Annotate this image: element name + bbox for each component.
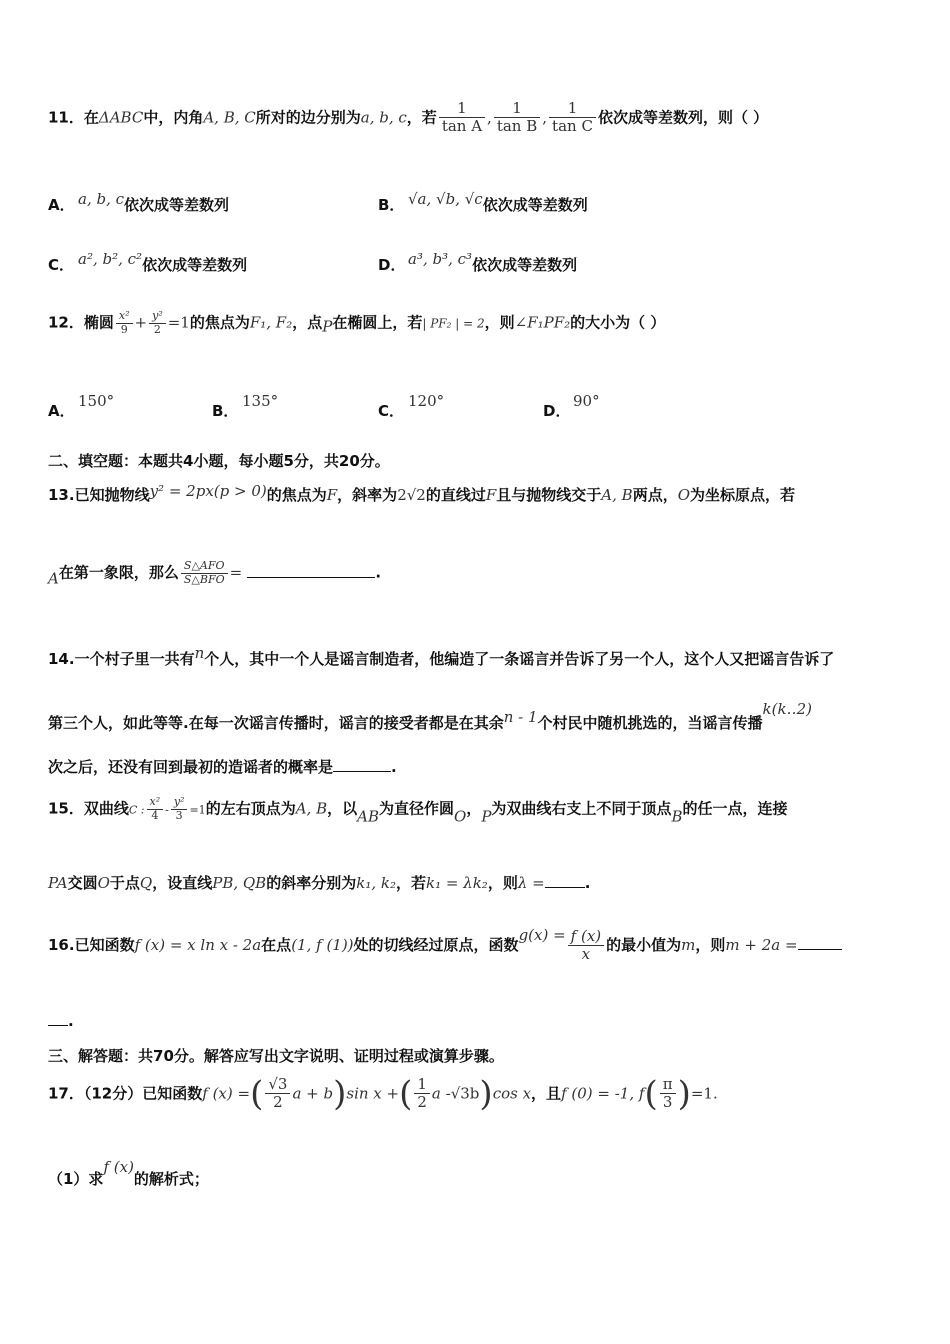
parabola-equation: y² = 2px(p > 0) xyxy=(149,482,267,500)
q14-text-2: 个人，其中一个人是谣言制造者，他编造了一条谣言并告诉了另一个人，这个人又把谣言告诉了 xyxy=(204,650,835,668)
q17-part1 xyxy=(48,1158,906,1189)
answer-blank[interactable] xyxy=(798,949,842,950)
frac-x2-4 xyxy=(147,796,164,822)
frac-numerator: f (x) xyxy=(568,928,604,946)
q16-text-2: 在点 xyxy=(261,936,292,954)
left-paren: ( xyxy=(250,1073,264,1114)
frac-denominator: tan B xyxy=(496,117,538,136)
q11-text-4: 依次成等差数列，则（ ） xyxy=(597,108,769,127)
q12-text-4: ，则 xyxy=(484,313,515,332)
q12-number: 12．椭圆 xyxy=(48,313,114,332)
function-f: f (x) = xyxy=(202,1084,251,1103)
right-paren: ) xyxy=(479,1073,493,1114)
line-pa: PA xyxy=(48,874,68,892)
section-3-heading: 三、解答题：共70分。解答应写出文字说明、证明过程或演算步骤。 xyxy=(48,1047,504,1065)
point-p: P xyxy=(322,317,333,336)
frac-pi-over-3 xyxy=(660,1076,676,1112)
option-value: 135° xyxy=(242,392,279,410)
circle-o: O xyxy=(97,874,110,892)
right-paren: ) xyxy=(333,1073,347,1114)
q13-text-7: 在第一象限，那么 xyxy=(58,563,179,582)
left-paren: ( xyxy=(644,1073,658,1114)
q16-text-3: 处的切线经过原点，函数 xyxy=(353,936,519,954)
q14-text-1: 14.一个村子里一共有 xyxy=(48,650,195,668)
frac-1-tanC xyxy=(549,100,596,136)
q14-text-5: 次之后，还没有回到最初的造谣者的概率是 xyxy=(48,758,334,776)
option-text: 依次成等差数列 xyxy=(472,256,578,274)
option-value: 120° xyxy=(408,392,445,410)
f0-condition: f (0) = -1, f xyxy=(561,1084,645,1103)
option-label: D． xyxy=(378,256,406,274)
frac-numerator: 1 xyxy=(439,100,485,118)
q15-text-5: 为双曲线右支上不同于顶点 xyxy=(491,799,672,818)
q15-text-4: 为直径作圆 xyxy=(378,799,454,818)
q15-text-3: ，以 xyxy=(327,799,358,818)
option-label: A． xyxy=(48,196,75,214)
q13-text-1: 的焦点为 xyxy=(266,486,327,504)
period: . xyxy=(68,1012,74,1030)
circle-o: O xyxy=(454,807,467,826)
foci: F₁, F₂ xyxy=(249,313,293,332)
part-text: 的解析式； xyxy=(133,1170,209,1188)
frac-denominator: S△BFO xyxy=(183,572,225,586)
q15-text-2: 的左右顶点为 xyxy=(205,799,296,818)
q17-text-1: 17．（12分）已知函数 xyxy=(48,1084,203,1103)
q14-stem-line3 xyxy=(48,756,906,777)
q11-number: 11．在 xyxy=(48,108,99,127)
frac-denominator: x xyxy=(581,945,591,963)
q16-text-1: 16.已知函数 xyxy=(48,936,135,954)
frac-y2-3 xyxy=(171,796,188,822)
q16-stem-line1 xyxy=(48,926,906,963)
cos-x-term: cos x xyxy=(492,1084,532,1103)
area-ratio-fraction xyxy=(181,560,228,586)
frac-numerator: 1 xyxy=(549,100,596,118)
q13-text-6: 为坐标原点，若 xyxy=(690,486,796,504)
q15-text-8: 于点 xyxy=(109,874,140,892)
q12-option-a[interactable] xyxy=(48,392,114,421)
q11-option-b[interactable] xyxy=(378,190,588,215)
q15-stem-line2 xyxy=(48,872,906,893)
vertices-ab: A, B xyxy=(295,799,328,818)
q14-text-4: 个村民中随机挑选的，当谣言传播 xyxy=(537,714,763,732)
q15-text-7: 交圆 xyxy=(67,874,98,892)
triangle-abc: ΔABC xyxy=(98,108,144,127)
period: . xyxy=(375,563,382,582)
n-minus-one: n - 1 xyxy=(503,708,538,726)
frac-numerator: x² xyxy=(116,310,133,324)
frac-x2-9 xyxy=(116,310,133,336)
q15-text-6: 的任一点，连接 xyxy=(682,799,788,818)
q12-option-c[interactable] xyxy=(378,392,444,421)
frac-numerator: S△AFO xyxy=(181,560,228,574)
option-text: 依次成等差数列 xyxy=(482,196,588,214)
k-condition: k(k‥2) xyxy=(762,700,812,718)
point-p: P xyxy=(481,807,492,826)
frac-fx-over-x xyxy=(568,928,604,964)
q13-stem-line2 xyxy=(48,560,906,588)
q13-text-4: 且与抛物线交于 xyxy=(496,486,602,504)
q13-stem-line1 xyxy=(48,482,906,505)
angle-f1pf2: ∠F₁PF₂ xyxy=(514,313,571,332)
frac-numerator: y² xyxy=(171,796,188,810)
q13-text-2: ，斜率为 xyxy=(337,486,398,504)
condition-pf2: | PF₂ | = 2 xyxy=(422,316,485,331)
right-paren: ) xyxy=(677,1073,691,1114)
q15-text-1: 15．双曲线 xyxy=(48,799,129,818)
hyperbola-c: C : xyxy=(128,803,145,817)
q14-text-3: 第三个人，如此等等.在每一次谣言传播时，谣言的接受者都是在其余 xyxy=(48,714,504,732)
frac-denominator: 9 xyxy=(120,322,128,336)
q12-option-d[interactable] xyxy=(543,392,600,421)
part-label: （1）求 xyxy=(48,1170,104,1188)
frac-1-tanA xyxy=(439,100,485,136)
frac-numerator: y² xyxy=(149,310,166,324)
equals-one: =1. xyxy=(690,1084,718,1103)
frac-denominator: 2 xyxy=(153,322,161,336)
q12-option-b[interactable] xyxy=(212,392,278,421)
points-ab: A, B xyxy=(601,486,633,504)
variable-n: n xyxy=(194,644,205,662)
slope-relation: k₁ = λk₂ xyxy=(426,874,488,892)
q14-stem-line1 xyxy=(48,644,906,669)
q16-stem-line2 xyxy=(48,1012,906,1030)
q11-option-a[interactable] xyxy=(48,190,229,215)
q11-text-1: 中，内角 xyxy=(143,108,204,127)
q13-text-3: 的直线过 xyxy=(425,486,486,504)
option-text: 依次成等差数列 xyxy=(124,196,230,214)
segment-ab: AB xyxy=(357,807,379,826)
slopes-k1-k2: k₁, k₂ xyxy=(356,874,396,892)
q11-text-3: ，若 xyxy=(406,108,437,127)
q17-text-2: ，且 xyxy=(531,1084,562,1103)
option-label: B． xyxy=(212,402,239,420)
equals-sign: = xyxy=(229,563,243,582)
frac-denominator: tan C xyxy=(552,117,593,136)
frac-sqrt3-over-2 xyxy=(265,1076,290,1112)
q11-option-d[interactable] xyxy=(378,250,577,275)
q15-text-10: 的斜率分别为 xyxy=(266,874,357,892)
frac-denominator: 2 xyxy=(417,1093,427,1112)
function-f: f (x) xyxy=(103,1158,134,1176)
q15-text-11: ，若 xyxy=(395,874,426,892)
frac-numerator: 1 xyxy=(494,100,540,118)
left-paren: ( xyxy=(399,1073,413,1114)
m-plus-2a: m + 2a = xyxy=(725,936,798,954)
frac-numerator: π xyxy=(660,1076,676,1094)
q16-text-4: 的最小值为 xyxy=(606,936,682,954)
q12-stem xyxy=(48,310,906,336)
option-label: C． xyxy=(378,402,405,420)
function-f: f (x) = x ln x - 2a xyxy=(134,936,262,954)
option-math: a², b², c² xyxy=(78,250,143,268)
minus-sign: - xyxy=(165,803,169,817)
q11-text-2: 所对的边分别为 xyxy=(255,108,361,127)
lines-pb-qb: PB, QB xyxy=(212,874,267,892)
sin-x-term: sin x + xyxy=(346,1084,400,1103)
angles-abc: A, B, C xyxy=(203,108,256,127)
frac-numerator: x² xyxy=(147,796,164,810)
option-math: a, b, c xyxy=(78,190,125,208)
point-1-f1: (1, f (1)) xyxy=(291,936,354,954)
sides-abc: a, b, c xyxy=(360,108,407,127)
option-value: 90° xyxy=(573,392,600,410)
a-plus-b: a + b xyxy=(292,1084,334,1103)
focus-f: F xyxy=(485,486,497,504)
frac-denominator: tan A xyxy=(441,117,483,136)
comma: ， xyxy=(466,799,482,818)
point-a: A xyxy=(48,569,59,588)
frac-numerator: 1 xyxy=(414,1076,430,1094)
variable-m: m xyxy=(681,936,696,954)
q12-text-1: 的焦点为 xyxy=(189,313,250,332)
lambda-equals: λ = xyxy=(517,874,545,892)
q12-text-2: ，点 xyxy=(292,313,323,332)
answer-blank-continued[interactable] xyxy=(48,1025,68,1026)
frac-1-tanB xyxy=(494,100,540,136)
q17-stem xyxy=(48,1073,906,1114)
a-minus: a - xyxy=(431,1084,451,1103)
frac-denominator: 2 xyxy=(273,1093,283,1112)
frac-numerator: √3 xyxy=(265,1076,290,1094)
point-q: Q xyxy=(139,874,153,892)
answer-blank[interactable] xyxy=(545,887,585,888)
frac-1-over-2 xyxy=(414,1076,430,1112)
function-g: g(x) = xyxy=(518,926,566,944)
option-math: √a, √b, √c xyxy=(408,190,483,208)
option-value: 150° xyxy=(78,392,115,410)
frac-denominator: 4 xyxy=(151,808,159,822)
q13-text-5: 两点， xyxy=(632,486,678,504)
q11-stem: 11．在ΔABC中，内角A, B, C所对的边分别为a, b, c，若 $\frac{1}{\text{tan A}}$ , $\frac{1}{\text{tan B}}$ , $\frac{1}{\text{tan C}}$ 依次成等差数列，则（ ） xyxy=(48,99,769,136)
option-label: C． xyxy=(48,256,75,274)
frac-denominator: 3 xyxy=(662,1093,673,1112)
origin-o: O xyxy=(677,486,691,504)
sqrt3-b: √3b xyxy=(450,1084,480,1103)
q16-text-5: ，则 xyxy=(695,936,726,954)
q12-text-3: 在椭圆上，若 xyxy=(332,313,423,332)
q14-stem-line2 xyxy=(48,700,906,733)
option-label: B． xyxy=(378,196,405,214)
equals-one: =1 xyxy=(189,803,206,817)
option-text: 依次成等差数列 xyxy=(142,256,248,274)
option-label: A． xyxy=(48,402,75,420)
answer-blank[interactable] xyxy=(247,577,375,578)
q11-option-c[interactable] xyxy=(48,250,247,275)
plus-sign: + xyxy=(134,313,148,332)
option-label: D． xyxy=(543,402,571,420)
option-math: a³, b³, c³ xyxy=(408,250,473,268)
q12-text-5: 的大小为（ ） xyxy=(570,313,666,332)
period: . xyxy=(391,758,397,776)
q15-text-9: ，设直线 xyxy=(152,874,213,892)
q13-number: 13.已知抛物线 xyxy=(48,486,150,504)
answer-blank[interactable] xyxy=(333,771,391,772)
q15-stem-line1 xyxy=(48,796,906,826)
frac-y2-2 xyxy=(149,310,166,336)
slope-value: 2√2 xyxy=(397,486,426,504)
equals-one: =1 xyxy=(167,313,190,332)
period: . xyxy=(584,874,591,892)
focus-f: F xyxy=(326,486,338,504)
section-2-heading: 二、填空题：本题共4小题，每小题5分，共20分。 xyxy=(48,452,390,470)
frac-denominator: 3 xyxy=(175,808,183,822)
vertex-b: B xyxy=(671,807,683,826)
q15-text-12: ，则 xyxy=(487,874,518,892)
